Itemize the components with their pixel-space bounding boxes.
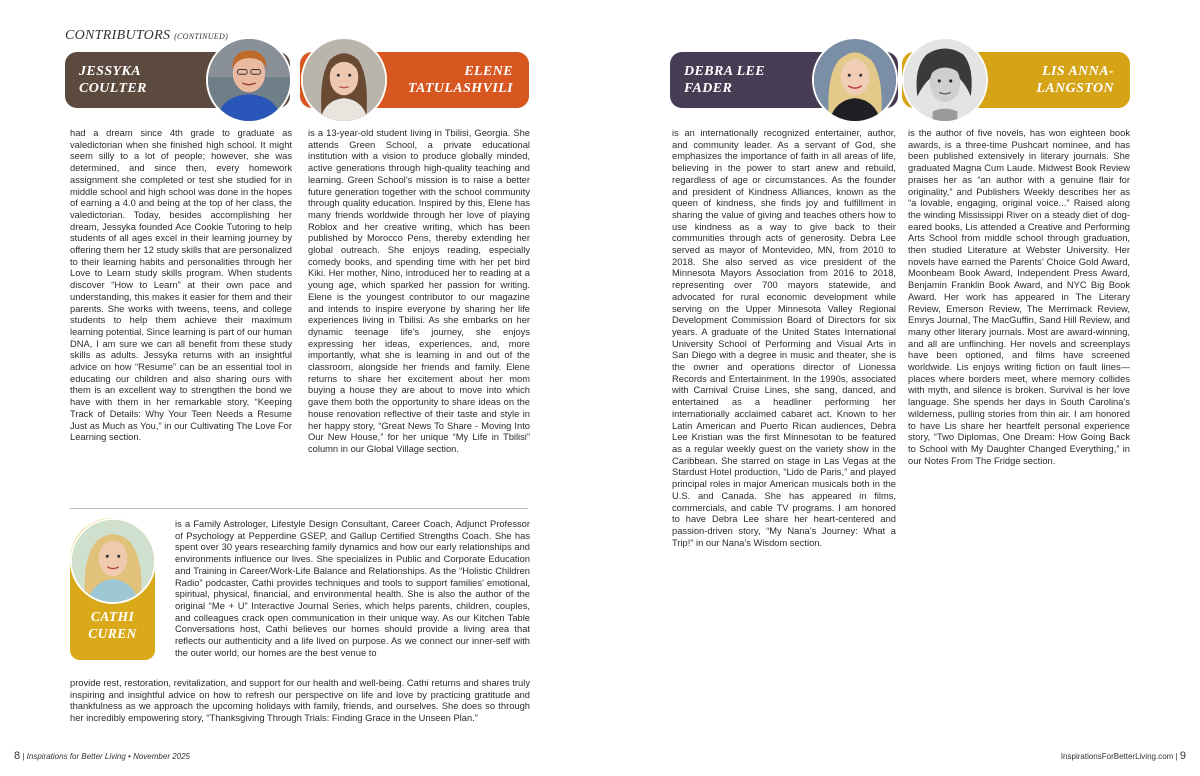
footer-left (14, 750, 190, 762)
portrait-elene-image (303, 39, 385, 121)
footer-publication: Inspirations for Better Living • November 2025 (26, 752, 190, 761)
portrait-cathi (70, 518, 156, 604)
bio-elene: is a 13-year-old student living in Tbilisi, Georgia. She attends Green School, a private educational institution with a vision to produce globally minded, active generations through high-quality teaching and learning. Green School’s mission is to raise a better future generation together with the school community through quality education. Inspired by this, Elene has many friends worldwide through her love of playing Roblox and her creative writing, which has been published by Morocco Pens, thereby extending her global outreach. She enjoys reading, especially comedy books, and spending time with her pet bird Kiki. Her mother, Nino, introduced her to reading at a young age, which sparked her passion for writing. Elene is the youngest contributor to our magazine and intends to inspire everyone by sharing her life experiences living in Tbilisi. As she embarks on her dynamic teenage life’s journey, she enjoys expressing her ideas, experiences, and, more importantly, what she is learning in and out of the classroom, alongside her friends and family. Elene returns to share her excitement about her mom buying a house they are about to move into which gave them both the opportunity to share ideas on the house renovation reflective of their taste and style in her happy story, “Great News To Share - Moving Into Our New House,” for her unique “My Life in Tbilisi” column in our Global Village section. (308, 128, 530, 454)
portrait-lis (902, 37, 988, 123)
contributor-name-elene: ELENE TATULASHVILI (407, 64, 513, 96)
contributor-name-jessyka: JESSYKA COULTER (79, 64, 147, 96)
bio-cathi-bottom: provide rest, restoration, revitalization, and support for our health and well-being. Cathi returns and shares truly inspiring and insightful advice on how to refresh our perspective on life and love by practicing gratitude and thankfulness as we approach the upcoming holidays with family, friends, and ourselves. She does so through her incredibly empowering story, “Thanksgiving Through Trials: Finding Grace in the Unseen Plan.” (70, 678, 530, 724)
section-title-text: CONTRIBUTORS (65, 28, 171, 43)
contributor-name-lis: LIS ANNA-LANGSTON (1036, 64, 1114, 96)
section-title (65, 28, 228, 44)
footer-right (1061, 750, 1186, 762)
portrait-debra (812, 37, 898, 123)
page-number-right: 9 (1179, 750, 1186, 762)
bio-cathi-top: is a Family Astrologer, Lifestyle Design Consultant, Career Coach, Adjunct Professor of Psychology at Pepperdine GSEP, and Gallup Certified Strengths Coach. She has spent over 30 years researching family dynamics and how our early relationships and environments influence our lives. She specializes in Public and Corporate Education and Training in Career/Work-Life Balance and Relationships. As the “Holistic Children Radio” podcaster, Cathi provides techniques and tools to support families’ emotional, spiritual, physical, financial, and environmental health. She is also the author of the original “Me + U” Interactive Journal Series, which helps parents, children, couples, and colleagues crack open communication in their unique way. As our Kitchen Table Conversations host, Cathi believes our homes should provide a living area that reflects our authenticity and a life lived on purpose. As we connect our inner-self with the outer world, our homes are the best venue to (175, 519, 530, 658)
portrait-jessyka-image (208, 39, 290, 121)
footer-separator-right: | (1175, 752, 1178, 761)
footer-separator-left: | (22, 752, 25, 761)
portrait-jessyka (206, 37, 292, 123)
footer-website[interactable]: InspirationsForBetterLiving.com (1060, 752, 1174, 761)
bio-lis: is the author of five novels, has won eighteen book awards, is a three-time Pushcart nominee, and has been published extensively in literary journals. She graduated Magna Cum Laude. Midwest Book Review praises her as “an author with a genuine flair for originality,” and Publishers Weekly describes her as “a lovable, engaging, original voice...” Raised along the winding Mississippi River on a steady diet of dog-eared books, Lis attended a Creative and Performing Arts School from middle school through graduation, then studied Literature at Webster University. Her novels have earned the Parents’ Choice Gold Award, Moonbeam Book Award, Independent Press Award, Benjamin Franklin Book Award, and NYC Big Book Award. Her work has appeared in The Literary Review, Emerson Review, The Merrimack Review, Emrys Journal, The MacGuffin, Sand Hill Review, and many other literary journals. Most are award-winning, and all are unflinching. Her novels and screenplays have been optioned, and films have screened worldwide. Lis enjoys writing fiction on fault lines—places where borders meet, where memory collides with myth, and silence is broken. Survival is her love language. She spends her days in South Carolina’s wilderness, pulling stories from thin air. I am honored to have Lis share her heartfelt personal experience story, “Two Diplomas, One Dream: How Going Back to School with My Daughter Changed Everything,” in our Notes From The Fridge section. (908, 128, 1130, 466)
portrait-elene (301, 37, 387, 123)
portrait-lis-image (904, 39, 986, 121)
bio-debra: is an internationally recognized entertainer, author, and community leader. As a servant of God, she emphasizes the importance of faith in all areas of life, believing in the power to start anew and rebuild, regardless of age or circumstances. As the founder and president of Kindness Alliances, known as the queen of kindness, she finds joy and fulfillment in sharing the value of giving and teaches others how to use kindness as a way to give back to their communities through acts of generosity. Debra Lee served as mayor of Montevideo, MN, from 2010 to 2018. She also served as vice president of the Minnesota Mayors Association from 2016 to 2018, representing over 700 mayors statewide, and advocated for rural economic development while serving on the Upper Minnesota Valley Regional Development Commission Board of Directors for six years. A graduate of the United States International University School of Performing and Visual Arts in San Diego with a degree in music and theater, she is the owner and operations director of Lionessa Records and Entertainment. In the 1990s, associated with Carnival Cruise Lines, she sang, danced, and entertained as a headliner performing her internationally acclaimed cabaret act. Known to her Latin American and Puerto Rican audiences, Debra Lee Kristian was the first Minnesotan to be featured as a regular weekly guest on the variety show in the Caribbean. She starred on stage in Las Vegas at the Stardust Hotel production, “Lido de Paris,” and played principal roles in major American musicals both in the U.S. and Canada. She has appeared in films, commercials, and cable TV programs. I am honored to have Debra Lee share her heart-centered and passion-driven story, “My Nana’s Journey: What a Trip!” in our Nana’s Wisdom section. (672, 128, 896, 548)
contributor-name-cathi: CATHI CUREN (88, 609, 137, 641)
portrait-cathi-image (72, 520, 154, 602)
page-number-left: 8 (14, 750, 21, 762)
section-subtitle: (CONTINUED) (174, 32, 229, 41)
contributor-name-debra: DEBRA LEE FADER (684, 64, 766, 96)
bio-jessyka: had a dream since 4th grade to graduate as valedictorian when she finished high school. It might seem silly to a lot of people; however, she was determined, and since then, every homework assignment she completed or test she studied for in middle school and high school was done in the hopes of earning a 4.0 and being at the top of her class, the valedictorian. Today, besides accomplishing her dream, Jessyka founded Ace Cookie Tutoring to help students of all ages excel in their learning journey by offering them her 12 study skills that are personalized to their learning habits and personalities through her Love to Learn study skills program. When students discover “How to Learn” at their own pace and understanding, this makes it easier for them and their parents. She works with tweens, teens, and college students to help them achieve their maximum learning potential. Since learning is part of our human DNA, I am sure we can all benefit from these study skills as adults. Jessyka returns with an insightful advice on how “Resume” can be an essential tool in educating our children and also sharing ours with them is an excellent way to strengthen the bond we have with them in her remarkable story, “Keeping Track of Details: Why Your Teen Needs a Resume Just as Much as You,” in our Cultivating The Love For Learning section. (70, 128, 292, 443)
portrait-debra-image (814, 39, 896, 121)
section-divider (70, 508, 528, 509)
